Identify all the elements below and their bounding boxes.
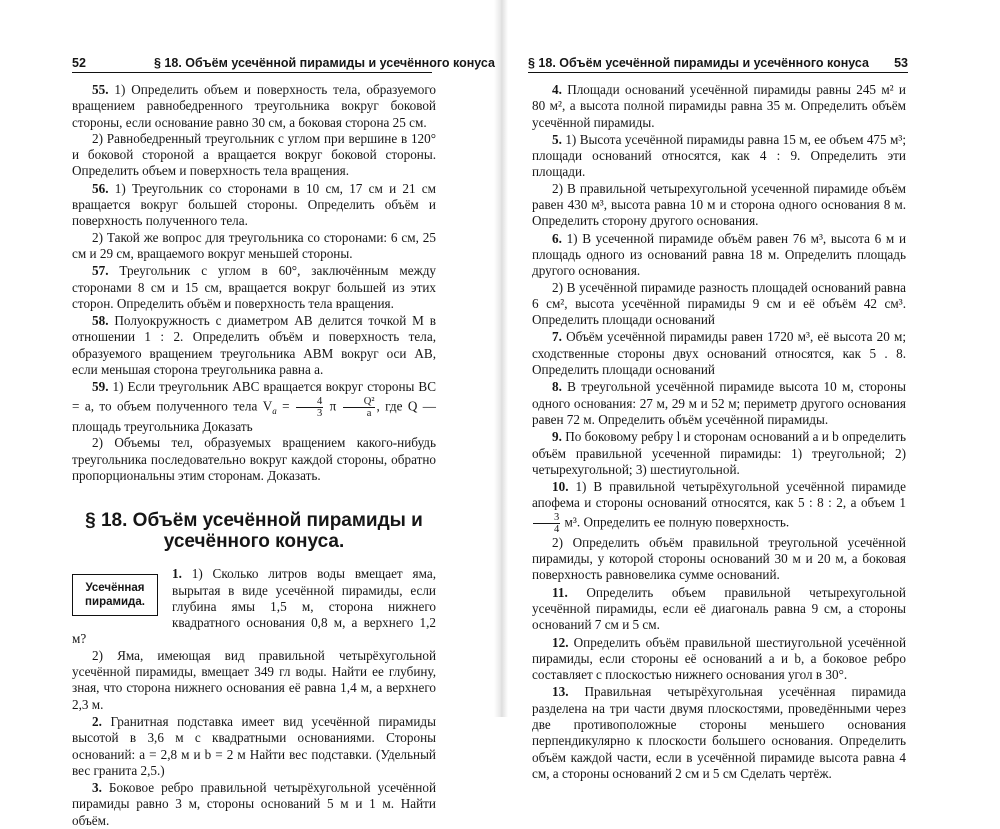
page-number-left: 52 — [72, 56, 86, 70]
problem-number: 58. — [92, 313, 109, 329]
problem-text: Определить объем правильной четырехугольной усечённой пирамиды, если её диагональ равна 9 см, а стороны оснований 7 см и 5 см. — [532, 584, 906, 633]
problem-paragraph — [72, 131, 436, 180]
problem-number: 13. — [552, 684, 569, 700]
problem-paragraph — [72, 714, 436, 779]
problem-paragraph — [72, 263, 436, 312]
problem-59-part1 — [72, 379, 436, 435]
problem-number: 12. — [552, 634, 569, 650]
problem-number: 3. — [92, 780, 102, 796]
problem-paragraph — [532, 181, 906, 230]
running-header-right — [528, 52, 908, 73]
book-gutter — [494, 0, 508, 717]
problem-paragraph — [532, 535, 906, 584]
pi-symbol: π — [324, 398, 342, 414]
problem-paragraph — [532, 231, 906, 280]
fraction-denominator: 4 — [554, 523, 560, 535]
problem-paragraph — [532, 132, 906, 181]
running-header-left — [72, 52, 495, 73]
problem-number: 59. — [92, 379, 109, 395]
problems-55-58 — [72, 82, 436, 378]
problem-text: 2) Определить объём правильной треугольной усечённой пирамиды, у которой стороны оснований 30 м и 20 м, а боковая поверхность равновелика сумме оснований. — [532, 534, 906, 583]
right-page — [508, 0, 1000, 781]
header-title-right: § 18. Объём усечённой пирамиды и усечённого конуса — [528, 56, 869, 70]
problem-number: 1. — [172, 566, 182, 582]
problem-59-part2: 2) Объемы тел, образуемых вращением какого-нибудь треугольника последовательно вокруг каждой стороны, обратно пропорциональны этим сторонам. Доказать. — [72, 435, 436, 483]
problem-text: 1) Высота усечённой пирамиды равна 15 м, ее объем 475 м³; площади оснований относятся, как 4 : 9. Определить эти площади. — [532, 131, 906, 180]
problem-number: 5. — [552, 131, 562, 147]
problem-paragraph — [72, 230, 436, 263]
right-page-body — [532, 82, 906, 782]
problem-text: Определить объём правильной шестиугольной усечённой пирамиды, если стороны её оснований a и b, а боковое ребро составляет с плоскостью нижнего основания угол в 30°. — [532, 634, 907, 683]
problem-text: В треугольной усечённой пирамиде высота 10 м, стороны одного основания: 27 м, 29 м и 52 м; периметр другого основания равен 72 м. Определить объём усечённой пирамиды. — [532, 379, 906, 427]
problem-text: 2) Равнобедренный треугольник с углом при вершине в 120° и боковой стороной a вращается вокруг боковой стороны. Определить объем и поверхность тела вращения. — [72, 130, 436, 179]
problem-text: 1) В усеченной пирамиде объём равен 76 м³, высота 6 м и площадь одного из оснований равна 18 м. Определить площадь другого основания. — [532, 230, 907, 279]
problem-text: 2) В правильной четырехугольной усеченной пирамиде объём равен 430 м³, высота равна 10 м и сторона одного основания 8 м. Определить сторону другого основания. — [532, 180, 906, 229]
problem-text: 1) Определить объем и поверхность тела, образуемого вращением равнобедренного треугольника вокруг боковой стороны, если основание равно 30 см, а боковая сторона 25 см. — [72, 82, 436, 130]
problem-number: 9. — [552, 429, 562, 445]
section-title: § 18. Объём усечённой пирамиды и усечённого конуса. — [85, 510, 423, 553]
problem-text: 2) Такой же вопрос для треугольника со сторонами: 6 см, 25 см и 29 см, вращаемого вокруг меньшей стороны. — [72, 229, 436, 261]
fraction-denominator: a — [366, 407, 372, 419]
problem-paragraph — [72, 181, 436, 230]
problem-paragraph — [532, 429, 906, 478]
problem-paragraph — [532, 280, 906, 329]
problem-paragraph — [72, 82, 436, 131]
fraction-4-3 — [296, 396, 323, 419]
problem-paragraph — [532, 635, 906, 684]
problem-number: 56. — [92, 180, 109, 196]
margin-label-box: Усечённая пирамида. — [72, 574, 158, 616]
problem-number: 57. — [92, 263, 109, 279]
problem-paragraph — [72, 313, 436, 378]
subscript: a — [272, 405, 277, 416]
problems-10-13 — [532, 535, 906, 782]
fraction-numerator: 4 — [296, 396, 323, 408]
problem-1-block — [72, 566, 436, 647]
problem-text: Полуокружность с диаметром AB делится точкой M в отношении 1 : 2. Определить объём и поверхность тела, образуемого вращением треугольника ABM вокруг оси AB, если меньшая сторона треугольника равна a. — [72, 313, 436, 378]
fraction-denominator: 3 — [317, 407, 323, 419]
problem-number: 7. — [552, 329, 562, 345]
problem-number: 2. — [92, 713, 102, 729]
problem-number: 55. — [92, 82, 109, 97]
problem-number: 4. — [552, 82, 562, 97]
problem-text: Правильная четырёхугольная усечённая пирамида разделена на три части двумя плоскостями, проведёнными через две противоположные стороны меньшего основания перпендикулярно к плоскости большего основания. Определить объём каждой части, если в усечённой пирамиде высота равна 4 см, а стороны оснований 2 см и 5 см Сделать чертёж. — [532, 684, 906, 781]
problem-10-part1 — [532, 479, 906, 535]
problem-number: 11. — [552, 584, 568, 600]
problem-text: 1) Сколько литров воды вмещает яма, вырытая в виде усечённой пирамиды, если глубина ямы 1,5 м, сторона нижнего квадратного основания 0,8 м, а верхнего 1,2 м? — [72, 566, 436, 647]
left-page-body — [72, 82, 436, 829]
fraction-3-4 — [533, 512, 560, 535]
problem-text: Гранитная подставка имеет вид усечённой пирамиды высотой в 3,6 м с квадратными основаниями. Стороны оснований: a = 2,8 м и b = 2 м Найти вес подставки. (Удельный вес гранита 2,5.) — [72, 713, 437, 778]
fraction-numerator: 3 — [533, 512, 560, 524]
problem-text: 2) В усечённой пирамиде разность площадей оснований равна 6 см², высота усечённой пирамиды 9 см и её объём 42 см³. Определить площади оснований — [532, 279, 906, 328]
problem-number: 8. — [552, 379, 562, 395]
problems-4-9 — [532, 82, 906, 478]
problem-text: Боковое ребро правильной четырёхугольной усечённой пирамиды равно 3 м, стороны оснований 5 м и 1 м. Найти объём. — [72, 780, 436, 828]
left-page — [0, 0, 495, 828]
problem-text: 1) В правильной четырёхугольной усечённой пирамиде апофема и стороны оснований относятся, как 5 : 8 : 2, а объем 1 — [532, 479, 906, 511]
equals: = — [276, 398, 296, 414]
problems-1-3 — [72, 648, 436, 829]
header-title-left: § 18. Объём усечённой пирамиды и усечённого конуса — [154, 56, 495, 70]
problem-paragraph — [72, 780, 436, 829]
problem-paragraph — [72, 648, 436, 713]
problem-paragraph — [532, 585, 906, 634]
problem-text-end: м³. Определить ее полную поверхность. — [561, 514, 790, 530]
problem-paragraph — [532, 684, 906, 782]
problem-text: По боковому ребру l и сторонам оснований a и b определить объём правильной усеченной пирамиды: 1) треугольной; 2) четырехугольной; 3) шестиугольной. — [532, 429, 907, 477]
fraction-q2-a — [343, 396, 376, 419]
page-number-right: 53 — [894, 56, 908, 70]
problem-text: Площади оснований усечённой пирамиды равны 245 м² и 80 м², а высота полной пирамиды равна 35 м. Определить объём усечённой пирамиды. — [532, 82, 906, 130]
problem-text: Объём усечённой пирамиды равен 1720 м³, её высота 20 м; сходственные стороны двух оснований относятся, как 5 . 8. Определить площади оснований — [532, 329, 907, 378]
problem-paragraph — [532, 82, 906, 131]
problem-text: Треугольник с углом в 60°, заключённым между сторонами 8 см и 15 см, вращается вокруг большей из этих сторон. Определить объём и поверхность тела вращения. — [72, 263, 437, 311]
fraction-numerator: Q² — [343, 396, 376, 408]
problem-text: 2) Яма, имеющая вид правильной четырёхугольной усечённой пирамиды, вмещает 349 гл воды. Найти ее глубину, зная, что сторона нижнего основания её равна 1,4 м, а верхнего 2,3 м. — [72, 647, 436, 712]
problem-text-end: , где Q — площадь треугольника Доказать — [72, 398, 436, 435]
problem-paragraph — [532, 329, 906, 378]
problem-paragraph — [532, 379, 906, 428]
problem-number: 10. — [552, 479, 569, 495]
problem-text: 1) Треугольник со сторонами в 10 см, 17 см и 21 см вращается вокруг большей стороны. Определить объём и поверхность полученного тела. — [72, 180, 437, 229]
problem-text: 1) Если треугольник ABC вращается вокруг стороны BC = a, то объем полученного тела V — [72, 379, 437, 414]
problem-number: 6. — [552, 230, 562, 246]
